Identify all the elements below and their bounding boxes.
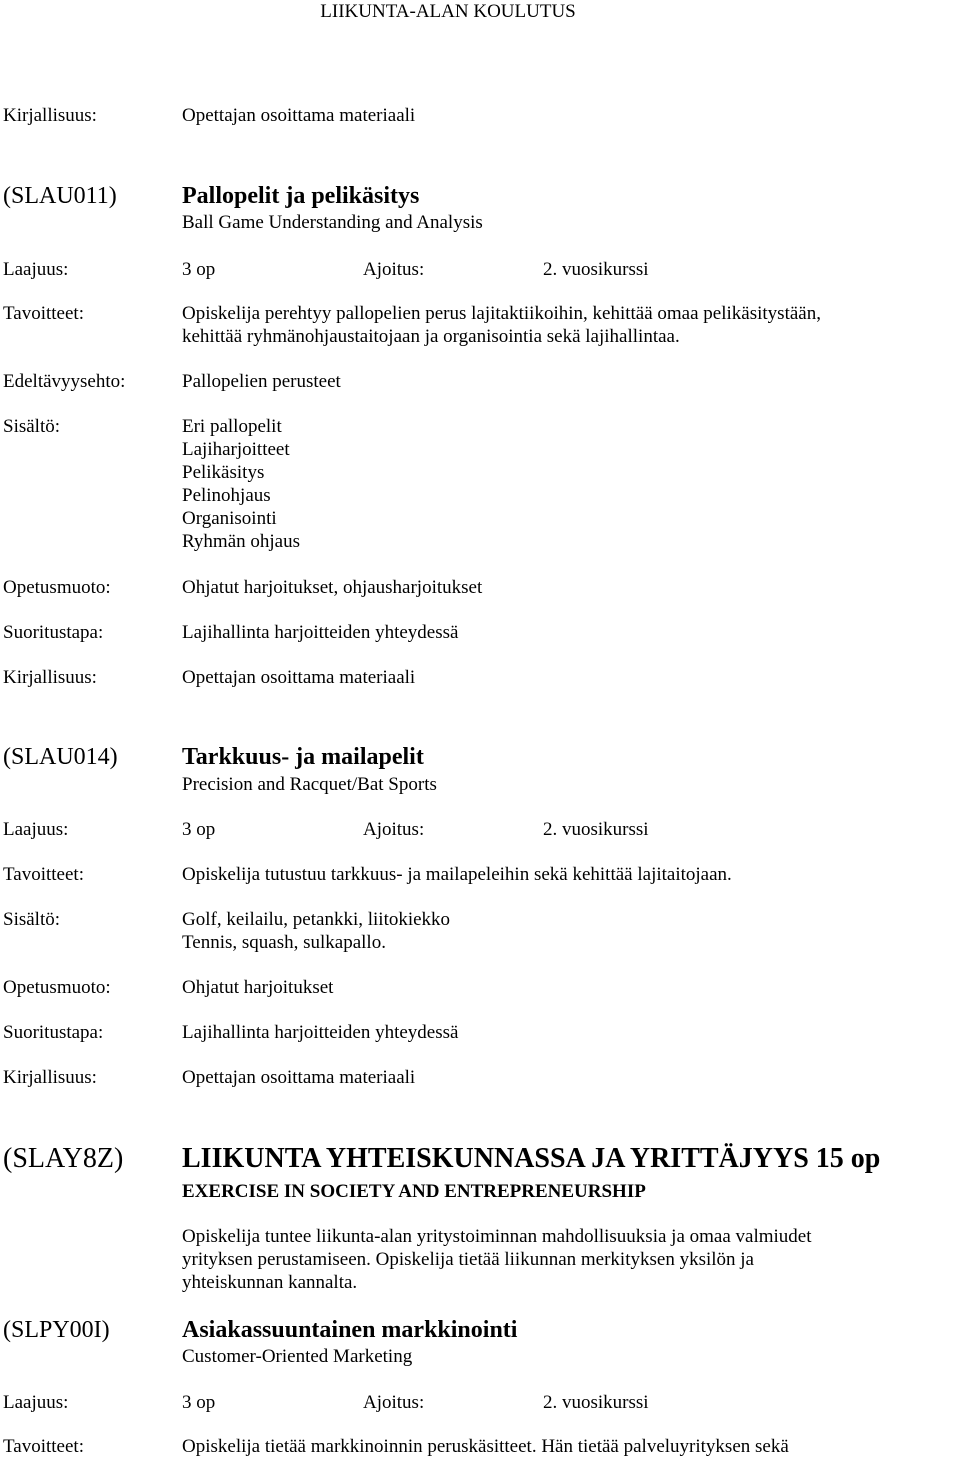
kirjallisuus-label: Kirjallisuus: (3, 105, 97, 126)
sisalto-item: Lajiharjoitteet (182, 439, 290, 460)
suoritustapa-value: Lajihallinta harjoitteiden yhteydessä (182, 1022, 459, 1043)
tavoitteet-value: Opiskelija tietää markkinoinnin peruskäsitteet. Hän tietää palveluyrityksen sekä (182, 1436, 789, 1457)
ajoitus-value: 2. vuosikurssi (543, 259, 649, 280)
sisalto-label: Sisältö: (3, 416, 61, 437)
opetusmuoto-value: Ohjatut harjoitukset, ohjausharjoitukset (182, 577, 483, 598)
suoritustapa-value: Lajihallinta harjoitteiden yhteydessä (182, 622, 459, 643)
module-description-line: Opiskelija tuntee liikunta-alan yritystoiminnan mahdollisuuksia ja omaa valmiudet (182, 1226, 812, 1247)
sisalto-item: Pelikäsitys (182, 462, 265, 483)
kirjallisuus-value: Opettajan osoittama materiaali (182, 667, 416, 688)
module-code: (SLAY8Z) (3, 1143, 124, 1174)
course-title: Tarkkuus- ja mailapelit (182, 744, 424, 770)
ajoitus-value: 2. vuosikurssi (543, 1392, 649, 1413)
ajoitus-label: Ajoitus: (363, 1392, 425, 1413)
module-description-line: yhteiskunnan kannalta. (182, 1272, 358, 1293)
laajuus-value: 3 op (182, 259, 216, 280)
sisalto-item: Organisointi (182, 508, 277, 529)
sisalto-item: Pelinohjaus (182, 485, 271, 506)
course-code: (SLAU011) (3, 183, 117, 209)
suoritustapa-label: Suoritustapa: (3, 1022, 104, 1043)
laajuus-label: Laajuus: (3, 819, 69, 840)
laajuus-value: 3 op (182, 819, 216, 840)
laajuus-value: 3 op (182, 1392, 216, 1413)
course-subtitle: Ball Game Understanding and Analysis (182, 212, 483, 233)
page-header: LIIKUNTA-ALAN KOULUTUS (320, 1, 576, 22)
laajuus-label: Laajuus: (3, 1392, 69, 1413)
tavoitteet-label: Tavoitteet: (3, 303, 84, 324)
tavoitteet-line: kehittää ryhmänohjaustaitojaan ja organisointia sekä lajihallintaa. (182, 326, 680, 347)
kirjallisuus-value: Opettajan osoittama materiaali (182, 105, 416, 126)
course-title: Asiakassuuntainen markkinointi (182, 1317, 518, 1343)
ajoitus-value: 2. vuosikurssi (543, 819, 649, 840)
module-description-line: yrityksen perustamiseen. Opiskelija tietää liikunnan merkityksen yksilön ja (182, 1249, 754, 1270)
course-title: Pallopelit ja pelikäsitys (182, 183, 420, 209)
tavoitteet-label: Tavoitteet: (3, 864, 84, 885)
opetusmuoto-label: Opetusmuoto: (3, 977, 111, 998)
laajuus-label: Laajuus: (3, 259, 69, 280)
course-code: (SLPY00I) (3, 1317, 110, 1343)
module-subtitle: EXERCISE IN SOCIETY AND ENTREPRENEURSHIP (182, 1181, 646, 1202)
module-title: LIIKUNTA YHTEISKUNNASSA JA YRITTÄJYYS 15 op (182, 1143, 881, 1174)
tavoitteet-label: Tavoitteet: (3, 1436, 84, 1457)
kirjallisuus-label: Kirjallisuus: (3, 1067, 97, 1088)
edeltavyysehto-value: Pallopelien perusteet (182, 371, 341, 392)
suoritustapa-label: Suoritustapa: (3, 622, 104, 643)
ajoitus-label: Ajoitus: (363, 819, 425, 840)
tavoitteet-value: Opiskelija tutustuu tarkkuus- ja mailapeleihin sekä kehittää lajitaitojaan. (182, 864, 732, 885)
course-subtitle: Precision and Racquet/Bat Sports (182, 774, 437, 795)
opetusmuoto-value: Ohjatut harjoitukset (182, 977, 334, 998)
edeltavyysehto-label: Edeltävyysehto: (3, 371, 126, 392)
opetusmuoto-label: Opetusmuoto: (3, 577, 111, 598)
sisalto-item: Golf, keilailu, petankki, liitokiekko (182, 909, 451, 930)
ajoitus-label: Ajoitus: (363, 259, 425, 280)
course-subtitle: Customer-Oriented Marketing (182, 1346, 413, 1367)
sisalto-item: Ryhmän ohjaus (182, 531, 300, 552)
sisalto-item: Eri pallopelit (182, 416, 282, 437)
kirjallisuus-label: Kirjallisuus: (3, 667, 97, 688)
kirjallisuus-value: Opettajan osoittama materiaali (182, 1067, 416, 1088)
tavoitteet-line: Opiskelija perehtyy pallopelien perus lajitaktiikoihin, kehittää omaa pelikäsitystään, (182, 303, 821, 324)
sisalto-item: Tennis, squash, sulkapallo. (182, 932, 386, 953)
sisalto-label: Sisältö: (3, 909, 61, 930)
course-code: (SLAU014) (3, 744, 118, 770)
